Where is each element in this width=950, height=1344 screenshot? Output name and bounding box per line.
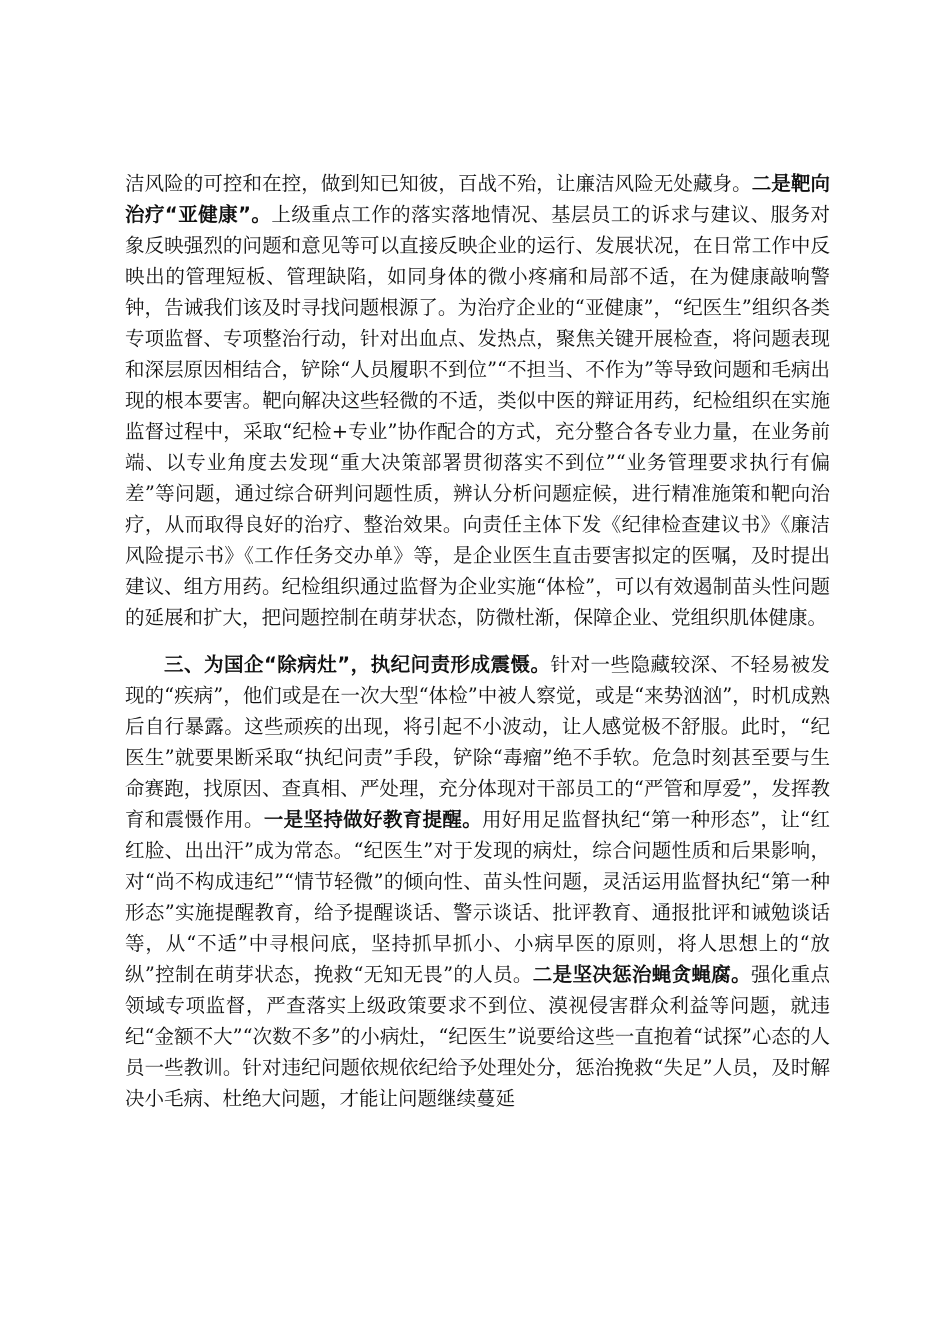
paragraph-text: 用好用足监督执纪“第一种形态”，让“红红脸、出出汗”成为常态。“纪医生”对于发现的病灶，综合问题性质和后果影响，对“尚不构成违纪”“情节轻微”的倾向性、苗头性问题，灵活运用监督执纪“第一种形态”实施提醒教育，给予提醒谈话、警示谈话、批评教育、通报批评和诫勉谈话等，从“不适”中寻根问底，坚持抓早抓小、小病早医的原则，将人思想上的“放纵”控制在萌芽状态，挽救“无知无畏”的人员。 (125, 808, 830, 986)
subheading-targeted-treatment: 二是靶向治疗“亚健康”。 (125, 172, 830, 226)
paragraph-text: 洁风险的可控和在控，做到知已知彼，百战不殆，让廉洁风险无处藏身。 (125, 172, 752, 195)
paragraph-text: 强化重点领域专项监督，严查落实上级政策要求不到位、漠视侵害群众利益等问题，就违纪“金额不大”“次数不多”的小病灶，“纪医生”说要给这些一直抱着“试探”心态的人员一些教训。针对违纪问题依规依纪给予处理处分，惩治挽救“失足”人员，及时解决小毛病、杜绝大问题，才能让问题继续蔓延 (125, 963, 830, 1110)
subheading-punish-corruption: 二是坚决惩治蝇贪蝇腐。 (532, 963, 751, 986)
paragraph-subhealth (125, 168, 830, 633)
paragraph-text: 针对一些隐藏较深、不轻易被发现的“疾病”，他们或是在一次大型“体检”中被人察觉，或是“来势汹汹”，时机成熟后自行暴露。这些顽疾的出现，将引起不小波动，让人感觉极不舒服。此时，“纪医生”就要果断采取“执纪问责”手段，铲除“毒瘤”绝不手软。危急时刻甚至要与生命赛跑，找原因、查真相、严处理，充分体现对干部员工的“严管和厚爱”，发挥教育和震慑作用。 (125, 653, 830, 831)
paragraph-remove-lesion (125, 649, 830, 1114)
paragraph-text: 上级重点工作的落实落地情况、基层员工的诉求与建议、服务对象反映强烈的问题和意见等可以直接反映企业的运行、发展状况，在日常工作中反映出的管理短板、管理缺陷，如同身体的微小疼痛和局部不适，在为健康敲响警钟，告诫我们该及时寻找问题根源了。为治疗企业的“亚健康”，“纪医生”组织各类专项监督、专项整治行动，针对出血点、发热点，聚焦关键开展检查，将问题表现和深层原因相结合，铲除“人员履职不到位”“不担当、不作为”等导致问题和毛病出现的根本要害。靶向解决这些轻微的不适，类似中医的辩证用药，纪检组织在实施监督过程中，采取“纪检+专业”协作配合的方式，充分整合各专业力量，在业务前端、以专业角度去发现“重大决策部署贯彻落实不到位”“业务管理要求执行有偏差”等问题，通过综合研判问题性质，辨认分析问题症候，进行精准施策和靶向治疗，从而取得良好的治疗、整治效果。向责任主体下发《纪律检查建议书》《廉洁风险提示书》《工作任务交办单》等，是企业医生直击要害拟定的医嘱，及时提出建议、组方用药。纪检组织通过监督为企业实施“体检”，可以有效遏制苗头性问题的延展和扩大，把问题控制在萌芽状态，防微杜渐，保障企业、党组织肌体健康。 (125, 203, 830, 629)
document-body (125, 168, 830, 1114)
section-heading-three: 三、为国企“除病灶”，执纪问责形成震慑。 (164, 653, 551, 676)
subheading-education-reminder: 一是坚持做好教育提醒。 (263, 808, 483, 831)
